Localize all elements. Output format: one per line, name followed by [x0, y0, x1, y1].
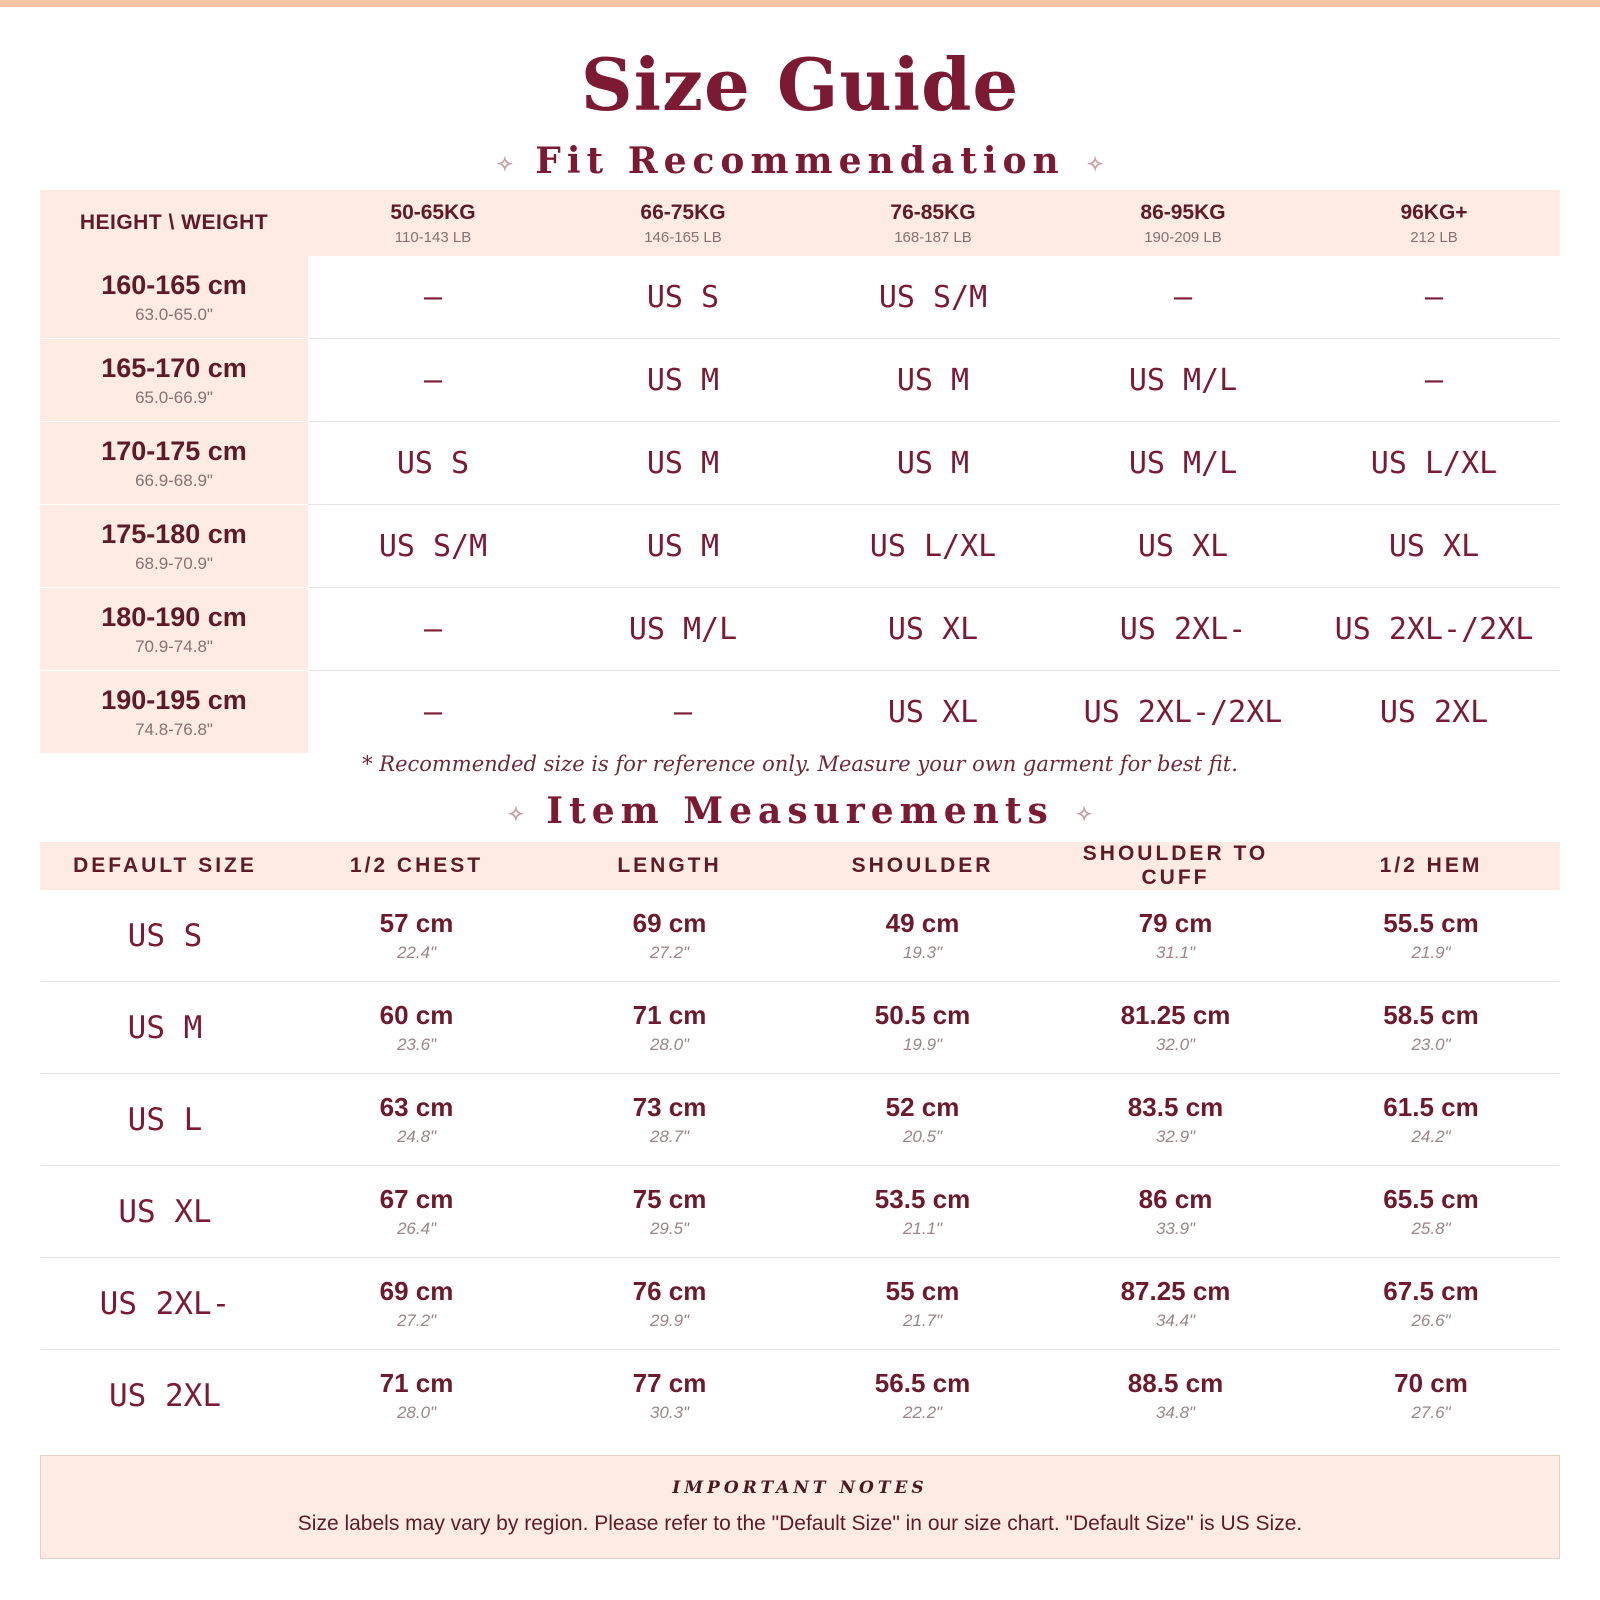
- height-cm: 165-170 cm: [101, 352, 247, 383]
- fit-row: [40, 505, 1560, 588]
- weight-kg: 66-75KG: [640, 200, 726, 224]
- fit-footnote: * Recommended size is for reference only. Measure your own garment for best fit.: [362, 752, 1238, 776]
- measurement-cell: [543, 1166, 796, 1258]
- measurement-cell: [796, 1350, 1049, 1442]
- measurement-in: 29.9": [649, 1311, 690, 1330]
- measurement-cell: [1049, 1074, 1302, 1166]
- column-header: LENGTH: [543, 842, 796, 890]
- measurement-in: 33.9": [1155, 1219, 1196, 1238]
- measurement-cm: 65.5 cm: [1383, 1184, 1479, 1214]
- measurement-cm: 56.5 cm: [874, 1368, 971, 1398]
- measurement-cell: [543, 1074, 796, 1166]
- weight-header: [558, 190, 808, 256]
- measurement-cell: [1049, 1166, 1302, 1258]
- measurement-in: 24.8": [396, 1127, 437, 1146]
- size-recommendation: US XL: [887, 694, 979, 730]
- measurement-cm: 81.25 cm: [1120, 1000, 1231, 1030]
- size-recommendation: –: [1308, 339, 1560, 422]
- measurement-cm: 58.5 cm: [1383, 1000, 1479, 1030]
- height-cell: [40, 505, 308, 588]
- default-size-cell: US L: [40, 1074, 290, 1166]
- measurement-row: [40, 1350, 1560, 1442]
- measurement-in: 21.9": [1411, 943, 1451, 962]
- size-recommendation: –: [308, 256, 558, 339]
- measurement-cm: 52 cm: [885, 1092, 960, 1122]
- measurement-in: 25.8": [1411, 1219, 1451, 1238]
- measurement-cell: [290, 890, 543, 982]
- measurement-in: 34.8": [1155, 1403, 1196, 1422]
- measurement-in: 23.0": [1411, 1035, 1451, 1054]
- measurement-cell: [1302, 1074, 1560, 1166]
- measurement-cell: [1302, 1258, 1560, 1350]
- measurement-cell: [1049, 1350, 1302, 1442]
- size-recommendation: US M: [808, 422, 1058, 505]
- measurement-in: 34.4": [1155, 1311, 1196, 1330]
- height-in: 74.8-76.8": [135, 719, 213, 739]
- weight-header: [1308, 190, 1560, 256]
- size-recommendation: –: [308, 588, 558, 671]
- measurement-cm: 75 cm: [632, 1184, 707, 1214]
- diamond-ornament-icon: ✧: [496, 152, 514, 176]
- column-header: SHOULDER: [796, 842, 1049, 890]
- size-recommendation: US XL: [1058, 505, 1308, 588]
- weight-kg: 76-85KG: [890, 200, 976, 224]
- size-recommendation: –: [423, 694, 443, 730]
- measurement-cell: [796, 890, 1049, 982]
- size-recommendation: US L/XL: [1308, 422, 1560, 505]
- size-recommendation: US 2XL-: [1058, 588, 1308, 671]
- size-recommendation: US M: [808, 339, 1058, 422]
- default-size-cell: US S: [40, 890, 290, 982]
- height-in: 70.9-74.8": [135, 636, 213, 656]
- size-recommendation: –: [1058, 256, 1308, 339]
- size-recommendation: US S: [308, 422, 558, 505]
- measurement-cell: [543, 890, 796, 982]
- measurement-in: 19.9": [902, 1035, 943, 1054]
- measurement-in: 29.5": [649, 1219, 690, 1238]
- measurement-cm: 87.25 cm: [1120, 1276, 1231, 1306]
- measurement-in: 28.0": [396, 1403, 437, 1422]
- height-weight-header: HEIGHT \ WEIGHT: [40, 190, 308, 256]
- measurement-cm: 76 cm: [632, 1276, 707, 1306]
- height-in: 65.0-66.9": [135, 387, 213, 407]
- measurement-in: 21.7": [902, 1311, 943, 1330]
- item-measurements-heading: [0, 790, 1600, 832]
- measurement-in: 22.4": [396, 943, 437, 962]
- measurement-cm: 55 cm: [885, 1276, 960, 1306]
- size-recommendation: US M/L: [1058, 422, 1308, 505]
- measurement-cell: [543, 982, 796, 1074]
- fit-row: [40, 339, 1560, 422]
- measurement-cell: [290, 1258, 543, 1350]
- height-cm: 170-175 cm: [101, 435, 247, 466]
- weight-kg: 96KG+: [1400, 200, 1468, 224]
- size-recommendation: US XL: [1308, 505, 1560, 588]
- size-recommendation: US M/L: [1058, 339, 1308, 422]
- measurement-row: [40, 982, 1560, 1074]
- diamond-ornament-icon: ✧: [1086, 152, 1104, 176]
- weight-lb: 168-187 LB: [894, 228, 972, 246]
- item-heading-text: Item Measurements: [546, 790, 1054, 832]
- measurement-cm: 79 cm: [1138, 908, 1213, 938]
- measurement-cell: [1302, 1350, 1560, 1442]
- measurement-cell: [1049, 1258, 1302, 1350]
- measurement-in: 27.2": [649, 943, 690, 962]
- measurement-cm: 73 cm: [632, 1092, 707, 1122]
- measurement-cm: 71 cm: [379, 1368, 454, 1398]
- weight-kg: 86-95KG: [1140, 200, 1226, 224]
- measurement-cell: [290, 1166, 543, 1258]
- height-cell: [40, 339, 308, 422]
- measurement-cell: [543, 1350, 796, 1442]
- measurement-cell: [290, 982, 543, 1074]
- measurement-in: 23.6": [396, 1035, 437, 1054]
- size-recommendation: –: [1308, 256, 1560, 339]
- weight-lb: 212 LB: [1410, 228, 1458, 246]
- size-recommendation: –: [308, 339, 558, 422]
- height-in: 66.9-68.9": [135, 470, 213, 490]
- fit-row: [40, 588, 1560, 671]
- measurement-cell: [1302, 890, 1560, 982]
- default-size-cell: US XL: [40, 1166, 290, 1258]
- measurements-header-row: [40, 842, 1560, 890]
- measurement-cm: 69 cm: [379, 1276, 454, 1306]
- measurement-cell: [1049, 982, 1302, 1074]
- height-cell: [40, 588, 308, 671]
- measurement-cm: 69 cm: [632, 908, 707, 938]
- height-cm: 175-180 cm: [101, 518, 247, 549]
- measurement-cm: 49 cm: [885, 908, 960, 938]
- default-size-cell: US M: [40, 982, 290, 1074]
- measurement-row: [40, 1074, 1560, 1166]
- height-cell: [40, 256, 308, 339]
- measurement-cm: 60 cm: [379, 1000, 454, 1030]
- measurement-in: 28.7": [649, 1127, 690, 1146]
- measurement-cm: 61.5 cm: [1383, 1092, 1479, 1122]
- size-recommendation: US S: [558, 256, 808, 339]
- height-cm: 160-165 cm: [101, 269, 247, 300]
- measurement-in: 27.6": [1411, 1403, 1451, 1422]
- measurement-in: 21.1": [902, 1219, 943, 1238]
- measurement-cm: 77 cm: [632, 1368, 707, 1398]
- measurement-cm: 70 cm: [1394, 1368, 1468, 1398]
- measurement-cm: 67.5 cm: [1383, 1276, 1479, 1306]
- measurement-in: 26.4": [396, 1219, 437, 1238]
- measurement-in: 27.2": [396, 1311, 437, 1330]
- height-cm: 190-195 cm: [101, 684, 247, 715]
- size-recommendation: US M: [558, 505, 808, 588]
- fit-recommendation-heading: [0, 140, 1600, 182]
- measurement-cell: [1302, 982, 1560, 1074]
- size-recommendation: US S/M: [308, 505, 558, 588]
- height-cell: [40, 671, 308, 754]
- measurement-cm: 71 cm: [632, 1000, 707, 1030]
- measurement-in: 24.2": [1411, 1127, 1451, 1146]
- measurement-cell: [796, 1258, 1049, 1350]
- weight-lb: 146-165 LB: [644, 228, 722, 246]
- measurement-cm: 88.5 cm: [1127, 1368, 1224, 1398]
- diamond-ornament-icon: ✧: [507, 802, 525, 826]
- column-header: 1/2 CHEST: [290, 842, 543, 890]
- measurement-in: 20.5": [902, 1127, 943, 1146]
- measurement-cell: [543, 1258, 796, 1350]
- measurement-row: [40, 1258, 1560, 1350]
- fit-row: [40, 422, 1560, 505]
- size-recommendation: US M: [558, 339, 808, 422]
- fit-heading-text: Fit Recommendation: [535, 140, 1065, 182]
- default-size-cell: US 2XL: [109, 1377, 221, 1414]
- measurement-cell: [1049, 890, 1302, 982]
- column-header: 1/2 HEM: [1302, 842, 1560, 890]
- size-recommendation: US L/XL: [808, 505, 1058, 588]
- diamond-ornament-icon: ✧: [1075, 802, 1093, 826]
- measurement-cell: [290, 1074, 543, 1166]
- measurement-cm: 83.5 cm: [1127, 1092, 1224, 1122]
- measurement-row: [40, 890, 1560, 982]
- measurement-cell: [796, 1074, 1049, 1166]
- column-header: DEFAULT SIZE: [40, 842, 290, 890]
- measurement-in: 31.1": [1155, 943, 1196, 962]
- height-cm: 180-190 cm: [101, 601, 247, 632]
- size-recommendation: –: [673, 694, 693, 730]
- size-recommendation: US 2XL-/2XL: [1308, 588, 1560, 671]
- weight-kg: 50-65KG: [390, 200, 476, 224]
- size-recommendation: US 2XL-/2XL: [1083, 694, 1283, 730]
- size-recommendation: US 2XL: [1379, 694, 1489, 730]
- measurement-cm: 50.5 cm: [874, 1000, 971, 1030]
- measurement-cm: 53.5 cm: [874, 1184, 971, 1214]
- item-measurements-table: [40, 842, 1560, 1441]
- notes-text: Size labels may vary by region. Please refer to the "Default Size" in our size chart. "Default Size" is US Size.: [297, 1512, 1303, 1535]
- notes-title: IMPORTANT NOTES: [672, 1478, 928, 1498]
- measurement-cell: [290, 1350, 543, 1442]
- size-recommendation: US S/M: [808, 256, 1058, 339]
- measurement-row: [40, 1166, 1560, 1258]
- size-recommendation: US M: [558, 422, 808, 505]
- measurement-in: 28.0": [649, 1035, 690, 1054]
- fit-row: [40, 256, 1560, 339]
- measurement-cm: 67 cm: [379, 1184, 454, 1214]
- height-in: 63.0-65.0": [135, 304, 213, 324]
- measurement-cm: 63 cm: [379, 1092, 454, 1122]
- measurement-cm: 86 cm: [1138, 1184, 1213, 1214]
- size-recommendation: US M/L: [558, 588, 808, 671]
- fit-recommendation-table: [40, 190, 1560, 753]
- measurement-in: 26.6": [1411, 1311, 1451, 1330]
- measurement-cm: 57 cm: [379, 908, 454, 938]
- measurement-cell: [796, 982, 1049, 1074]
- measurement-in: 19.3": [902, 943, 943, 962]
- size-recommendation: US XL: [808, 588, 1058, 671]
- important-notes-box: [40, 1455, 1560, 1559]
- default-size-cell: US 2XL-: [40, 1258, 290, 1350]
- measurement-cell: [1302, 1166, 1560, 1258]
- weight-header: [1058, 190, 1308, 256]
- height-in: 68.9-70.9": [135, 553, 213, 573]
- measurement-in: 30.3": [649, 1403, 690, 1422]
- measurement-cell: [796, 1166, 1049, 1258]
- page-title: Size Guide: [580, 42, 1020, 127]
- height-cell: [40, 422, 308, 505]
- measurement-cm: 55.5 cm: [1383, 908, 1479, 938]
- weight-lb: 110-143 LB: [394, 228, 472, 246]
- column-header: SHOULDER TO CUFF: [1049, 842, 1302, 890]
- weight-header: [808, 190, 1058, 256]
- fit-header-row: [40, 190, 1560, 256]
- measurement-in: 32.9": [1155, 1127, 1196, 1146]
- fit-row: [40, 671, 1560, 754]
- weight-header: [308, 190, 558, 256]
- top-accent-bar: [0, 0, 1600, 7]
- measurement-in: 32.0": [1155, 1035, 1196, 1054]
- measurement-in: 22.2": [902, 1403, 943, 1422]
- weight-lb: 190-209 LB: [1144, 228, 1222, 246]
